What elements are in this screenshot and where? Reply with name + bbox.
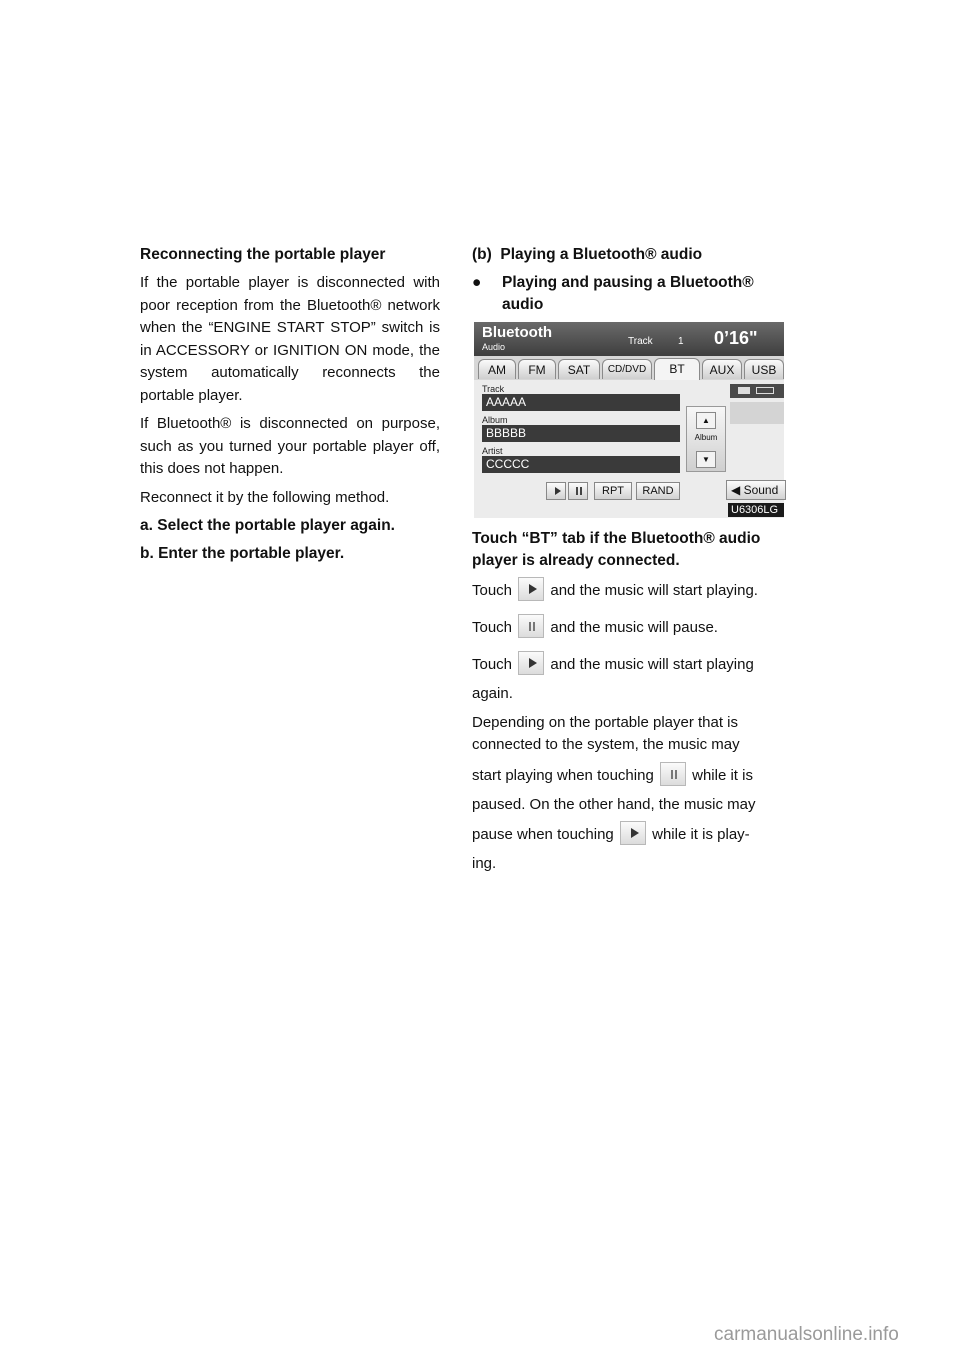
sound-button-label: Sound — [743, 483, 779, 497]
album-selector-label: Album — [694, 433, 718, 442]
watermark: carmanualsonline.info — [714, 1324, 899, 1345]
info-panel — [730, 402, 784, 424]
pause-button[interactable] — [568, 482, 588, 500]
random-button[interactable]: RAND — [636, 482, 680, 500]
reconnect-paragraph-3: Reconnect it by the following method. — [140, 488, 390, 506]
play-button[interactable] — [546, 482, 566, 500]
album-field-label: Album — [482, 415, 508, 425]
album-selector — [686, 406, 726, 472]
bluetooth-audio-screenshot — [474, 322, 784, 518]
tab-aux[interactable]: AUX — [702, 359, 742, 379]
track-label: Track — [628, 336, 653, 347]
battery-icon — [756, 387, 774, 394]
reconnect-heading: Reconnecting the portable player — [140, 246, 386, 263]
right-column — [472, 244, 779, 872]
source-tabs — [474, 356, 784, 380]
depending-line-1: Depending on the portable player that is — [472, 713, 739, 731]
play-again-instruction — [472, 646, 792, 683]
figure-code: U6306LG — [728, 503, 784, 517]
tab-am[interactable]: AM — [478, 359, 516, 379]
screen-header — [474, 322, 784, 356]
while-playing-text: while it is play- — [652, 826, 750, 843]
play-again-text: and the music will start playing — [550, 656, 754, 673]
tab-bt[interactable]: BT — [654, 358, 700, 380]
play-icon — [620, 821, 646, 845]
depending-line-2: connected to the system, the music may — [472, 736, 740, 753]
play-instruction — [472, 572, 792, 609]
reconnect-paragraph-2: If Bluetooth® is disconnected on purpose, such as you turned your portable player off, this does not happen. — [140, 415, 440, 477]
playing-bullet — [472, 272, 792, 316]
touch-bt-instruction-1: Touch “BT” tab if the Bluetooth® audio — [472, 530, 761, 547]
bullet-title-line-2: audio — [502, 296, 544, 313]
screen-subtitle: Audio — [482, 342, 506, 352]
repeat-button[interactable]: RPT — [594, 482, 632, 500]
bullet-mark: ● — [472, 274, 482, 291]
start-when-text: start playing when touching — [472, 766, 654, 784]
reconnect-paragraph-1: If the portable player is disconnected with poor reception from the Bluetooth® network when the “ENGINE START STOP” switch is in ACCESSORY or IGNITION ON mode, the system automatically reconnects the portable player. — [140, 274, 440, 404]
artist-field: CCCCC — [482, 456, 680, 473]
touch-word-3: Touch — [472, 656, 513, 673]
again-text: again. — [472, 685, 513, 702]
pause-instruction-text: and the music will pause. — [550, 619, 718, 636]
bluetooth-status-icon — [738, 387, 750, 394]
tab-usb[interactable]: USB — [744, 359, 784, 379]
while-paused-text: while it is — [692, 766, 753, 784]
artist-field-label: Artist — [482, 446, 503, 456]
track-number: 1 — [678, 336, 684, 347]
track-field-label: Track — [482, 384, 505, 394]
tab-fm[interactable]: FM — [518, 359, 556, 379]
screen-title: Bluetooth — [482, 324, 552, 341]
reconnect-step-2: b. Enter the portable player. — [140, 545, 345, 562]
bullet-title-line-1: Playing and pausing a Bluetooth® — [502, 274, 754, 291]
pause-instruction — [472, 609, 792, 646]
pause-icon — [518, 614, 544, 638]
pause-icon — [660, 762, 686, 786]
ing-text: ing. — [472, 855, 497, 872]
status-bar — [730, 384, 784, 398]
reconnect-step-1: a. Select the portable player again. — [140, 517, 395, 534]
track-field: AAAAA — [482, 394, 680, 411]
tab-sat[interactable]: SAT — [558, 359, 600, 379]
depending-line-4: paused. On the other hand, the music may — [472, 795, 756, 813]
playing-heading: (b) Playing a Bluetooth® audio — [472, 246, 703, 263]
touch-bt-instruction-2: player is already connected. — [472, 552, 680, 569]
speaker-icon: ◀ — [731, 483, 741, 497]
tab-cd-dvd[interactable]: CD/DVD — [602, 359, 652, 379]
play-instruction-text: and the music will start playing. — [550, 582, 758, 599]
album-down-button[interactable]: ▼ — [696, 451, 716, 468]
elapsed-time: 0’16" — [714, 328, 758, 348]
touch-word-2: Touch — [472, 619, 513, 636]
sound-button[interactable] — [726, 480, 786, 500]
left-column — [0, 244, 446, 562]
depending-line-3 — [472, 757, 792, 794]
depending-line-5 — [472, 816, 792, 853]
play-icon — [518, 651, 544, 675]
play-icon — [518, 577, 544, 601]
album-up-button[interactable]: ▲ — [696, 412, 716, 429]
album-field: BBBBB — [482, 425, 680, 442]
touch-word-1: Touch — [472, 582, 513, 599]
play-icon — [555, 487, 561, 495]
pause-when-text: pause when touching — [472, 826, 614, 843]
